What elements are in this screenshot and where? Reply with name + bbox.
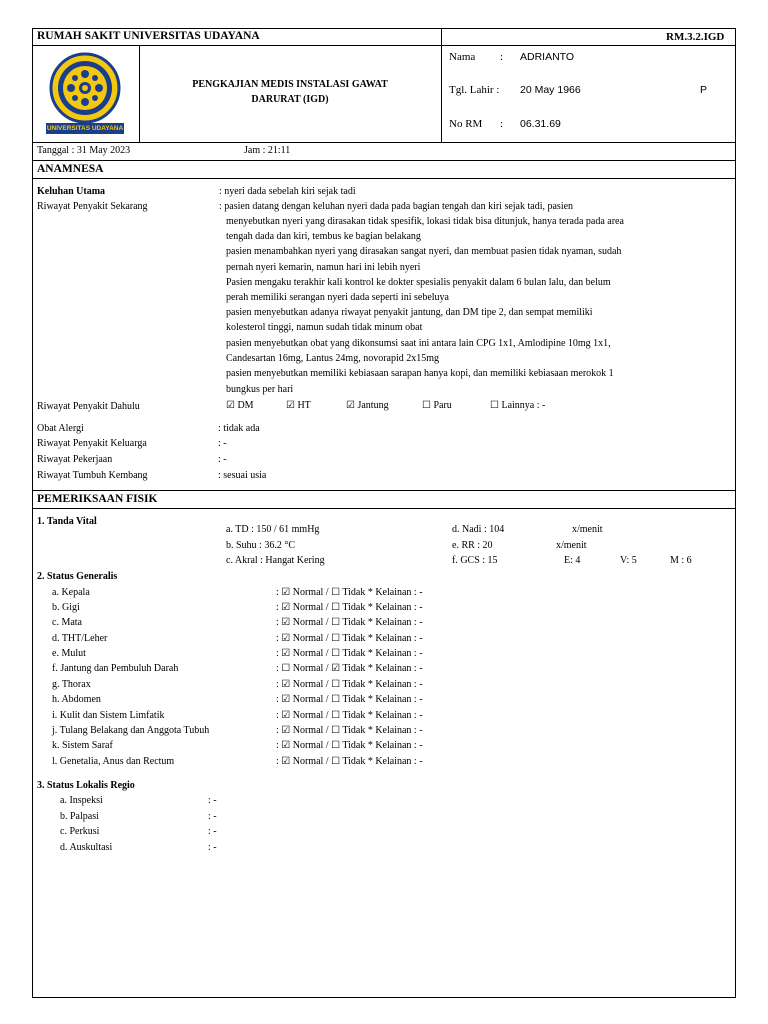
obat-alergi-value: : tidak ada [218,423,260,434]
gcs-v: V: 5 [620,555,637,566]
generalis-item-status[interactable]: : ☑ Normal / ☐ Tidak * Kelainan : - [276,587,423,598]
rpd-checkbox-ht[interactable]: ☑ HT [286,400,311,411]
generalis-item-label: j. Tulang Belakang dan Anggota Tubuh [52,725,210,736]
generalis-item-status[interactable]: : ☑ Normal / ☐ Tidak * Kelainan : - [276,679,423,690]
tumbuh-kembang-value: : sesuai usia [218,470,267,481]
rpd-checkbox-jantung[interactable]: ☑ Jantung [346,400,389,411]
rpd-checkbox-dm[interactable]: ☑ DM [226,400,254,411]
generalis-item-label: e. Mulut [52,648,86,659]
no-rm-value: 06.31.69 [520,118,561,130]
generalis-item-status[interactable]: : ☑ Normal / ☐ Tidak * Kelainan : - [276,694,423,705]
generalis-item-label: d. THT/Leher [52,633,108,644]
generalis-item-status[interactable]: : ☑ Normal / ☐ Tidak * Kelainan : - [276,617,423,628]
generalis-item-label: k. Sistem Saraf [52,740,113,751]
pekerjaan-value: : - [218,454,227,465]
nama-value: ADRIANTO [520,51,575,63]
hospital-name: RUMAH SAKIT UNIVERSITAS UDAYANA [37,30,260,42]
generalis-item-label: c. Mata [52,617,82,628]
pemeriksaan-top-line [32,490,736,491]
rps-line: menyebutkan nyeri yang dirasakan tidak spesifik, lokasi tidak bisa ditunjuk, hanya terada pada area [226,216,624,227]
tanda-vital-title: 1. Tanda Vital [37,516,97,527]
lokalis-item-value: : - [208,842,217,853]
gcs-value: f. GCS : 15 [452,555,498,566]
tgl-lahir-value: 20 May 1966 [520,84,581,96]
generalis-item-label: b. Gigi [52,602,80,613]
rps-line: tengah dada dan kiri, tembus ke bagian belakang [226,231,421,242]
generalis-item-label: l. Genetalia, Anus dan Rectum [52,756,175,767]
rpk-value: : - [218,438,227,449]
rps-line: : pasien datang dengan keluhan nyeri dada pada bagian tengah dan kiri sejak tadi, pasien [219,201,574,212]
status-generalis-title: 2. Status Generalis [37,571,118,582]
rr-unit: x/menit [556,540,587,551]
rpd-checkbox-lainnya[interactable]: ☐ Lainnya : - [490,400,546,411]
td-value: a. TD : 150 / 61 mmHg [226,524,320,535]
rps-line: kolesterol tinggi, namun sudah tidak minum obat [226,322,423,333]
rpd-label: Riwayat Penyakit Dahulu [37,401,140,412]
pemeriksaan-title-line [32,508,736,509]
lokalis-item-label: a. Inspeksi [60,795,103,806]
status-lokalis-title: 3. Status Lokalis Regio [37,780,135,791]
tumbuh-kembang-label: Riwayat Tumbuh Kembang [37,470,148,481]
nama-label: Nama [449,51,476,63]
rpk-label: Riwayat Penyakit Keluarga [37,438,147,449]
keluhan-utama-value: : nyeri dada sebelah kiri sejak tadi [219,186,356,197]
generalis-item-label: g. Thorax [52,679,91,690]
rps-line: bungkus per hari [226,384,294,395]
jam-visit: Jam : 21:11 [244,145,291,156]
lokalis-item-label: b. Palpasi [60,811,99,822]
rps-line: Candesartan 16mg, Lantus 24mg, novorapid 2x15mg [226,353,440,364]
obat-alergi-label: Obat Alergi [37,423,84,434]
gcs-m: M : 6 [670,555,692,566]
generalis-item-status[interactable]: : ☑ Normal / ☐ Tidak * Kelainan : - [276,725,423,736]
rr-value: e. RR : 20 [452,540,493,551]
akral-value: c. Akral : Hangat Kering [226,555,325,566]
rps-line: pasien menambahkan nyeri yang dirasakan sangat nyeri, dan membuat pasien tidak nyaman, sudah [226,246,622,257]
keluhan-utama-label: Keluhan Utama [37,186,106,197]
form-title-line-2: DARURAT (IGD) [251,94,329,105]
pemeriksaan-title: PEMERIKSAAN FISIK [37,493,158,505]
generalis-item-label: a. Kepala [52,587,90,598]
header-bottom-line [32,142,736,143]
rps-line: pasien menyebutkan adanya riwayat penyakit jantung, dan DM tipe 2, dan sempat memiliki [226,307,593,318]
visit-bottom-line [32,160,736,161]
gcs-e: E: 4 [564,555,581,566]
rps-line: pernah nyeri kemarin, namun hari ini lebih nyeri [226,262,421,273]
sex-value: P [700,84,708,96]
no-rm-colon: : [500,118,504,130]
tgl-lahir-label: Tgl. Lahir : [449,84,500,96]
rps-line: perah memiliki serangan nyeri dada seperti ini sebeluya [226,292,449,303]
logo-caption: UNIVERSITAS UDAYANA [46,125,124,132]
nadi-unit: x/menit [572,524,603,535]
rps-label: Riwayat Penyakit Sekarang [37,201,148,212]
rps-line: Pasien mengaku terakhir kali kontrol ke dokter spesialis penyakit dalam 6 bulan lalu, dan belum [226,277,611,288]
suhu-value: b. Suhu : 36.2 °C [226,540,296,551]
lokalis-item-value: : - [208,826,217,837]
form-frame [32,28,736,998]
rps-line: pasien menyebutkan memiliki kebiasaan sarapan hanya kopi, dan memiliki kebiasaan merokok 1 [226,368,614,379]
lokalis-item-label: d. Auskultasi [60,842,113,853]
generalis-item-label: i. Kulit dan Sistem Limfatik [52,710,165,721]
nama-colon: : [500,51,504,63]
generalis-item-label: f. Jantung dan Pembuluh Darah [52,663,179,674]
generalis-item-status[interactable]: : ☑ Normal / ☐ Tidak * Kelainan : - [276,602,423,613]
generalis-item-status[interactable]: : ☑ Normal / ☐ Tidak * Kelainan : - [276,710,423,721]
generalis-item-status[interactable]: : ☐ Normal / ☑ Tidak * Kelainan : - [276,663,423,674]
generalis-item-status[interactable]: : ☑ Normal / ☐ Tidak * Kelainan : - [276,633,423,644]
pekerjaan-label: Riwayat Pekerjaan [37,454,113,465]
generalis-item-label: h. Abdomen [52,694,101,705]
nadi-value: d. Nadi : 104 [452,524,505,535]
no-rm-label: No RM [449,118,483,130]
tanggal-visit: Tanggal : 31 May 2023 [37,145,131,156]
lokalis-item-label: c. Perkusi [60,826,100,837]
hospital-logo [44,50,126,136]
rpd-checkbox-paru[interactable]: ☐ Paru [422,400,452,411]
form-code: RM.3.2.IGD [666,31,725,43]
generalis-item-status[interactable]: : ☑ Normal / ☐ Tidak * Kelainan : - [276,740,423,751]
header-divider [32,45,736,46]
generalis-item-status[interactable]: : ☑ Normal / ☐ Tidak * Kelainan : - [276,756,423,767]
anamnesa-title-line [32,178,736,179]
generalis-item-status[interactable]: : ☑ Normal / ☐ Tidak * Kelainan : - [276,648,423,659]
lokalis-item-value: : - [208,811,217,822]
anamnesa-title: ANAMNESA [37,163,104,175]
lokalis-item-value: : - [208,795,217,806]
header-vertical-divider [441,28,442,143]
form-title-line-1: PENGKAJIAN MEDIS INSTALASI GAWAT [192,79,388,90]
rps-line: pasien menyebutkan obat yang dikonsumsi saat ini antara lain CPG 1x1, Amlodipine 10mg 1x1, [226,338,611,349]
